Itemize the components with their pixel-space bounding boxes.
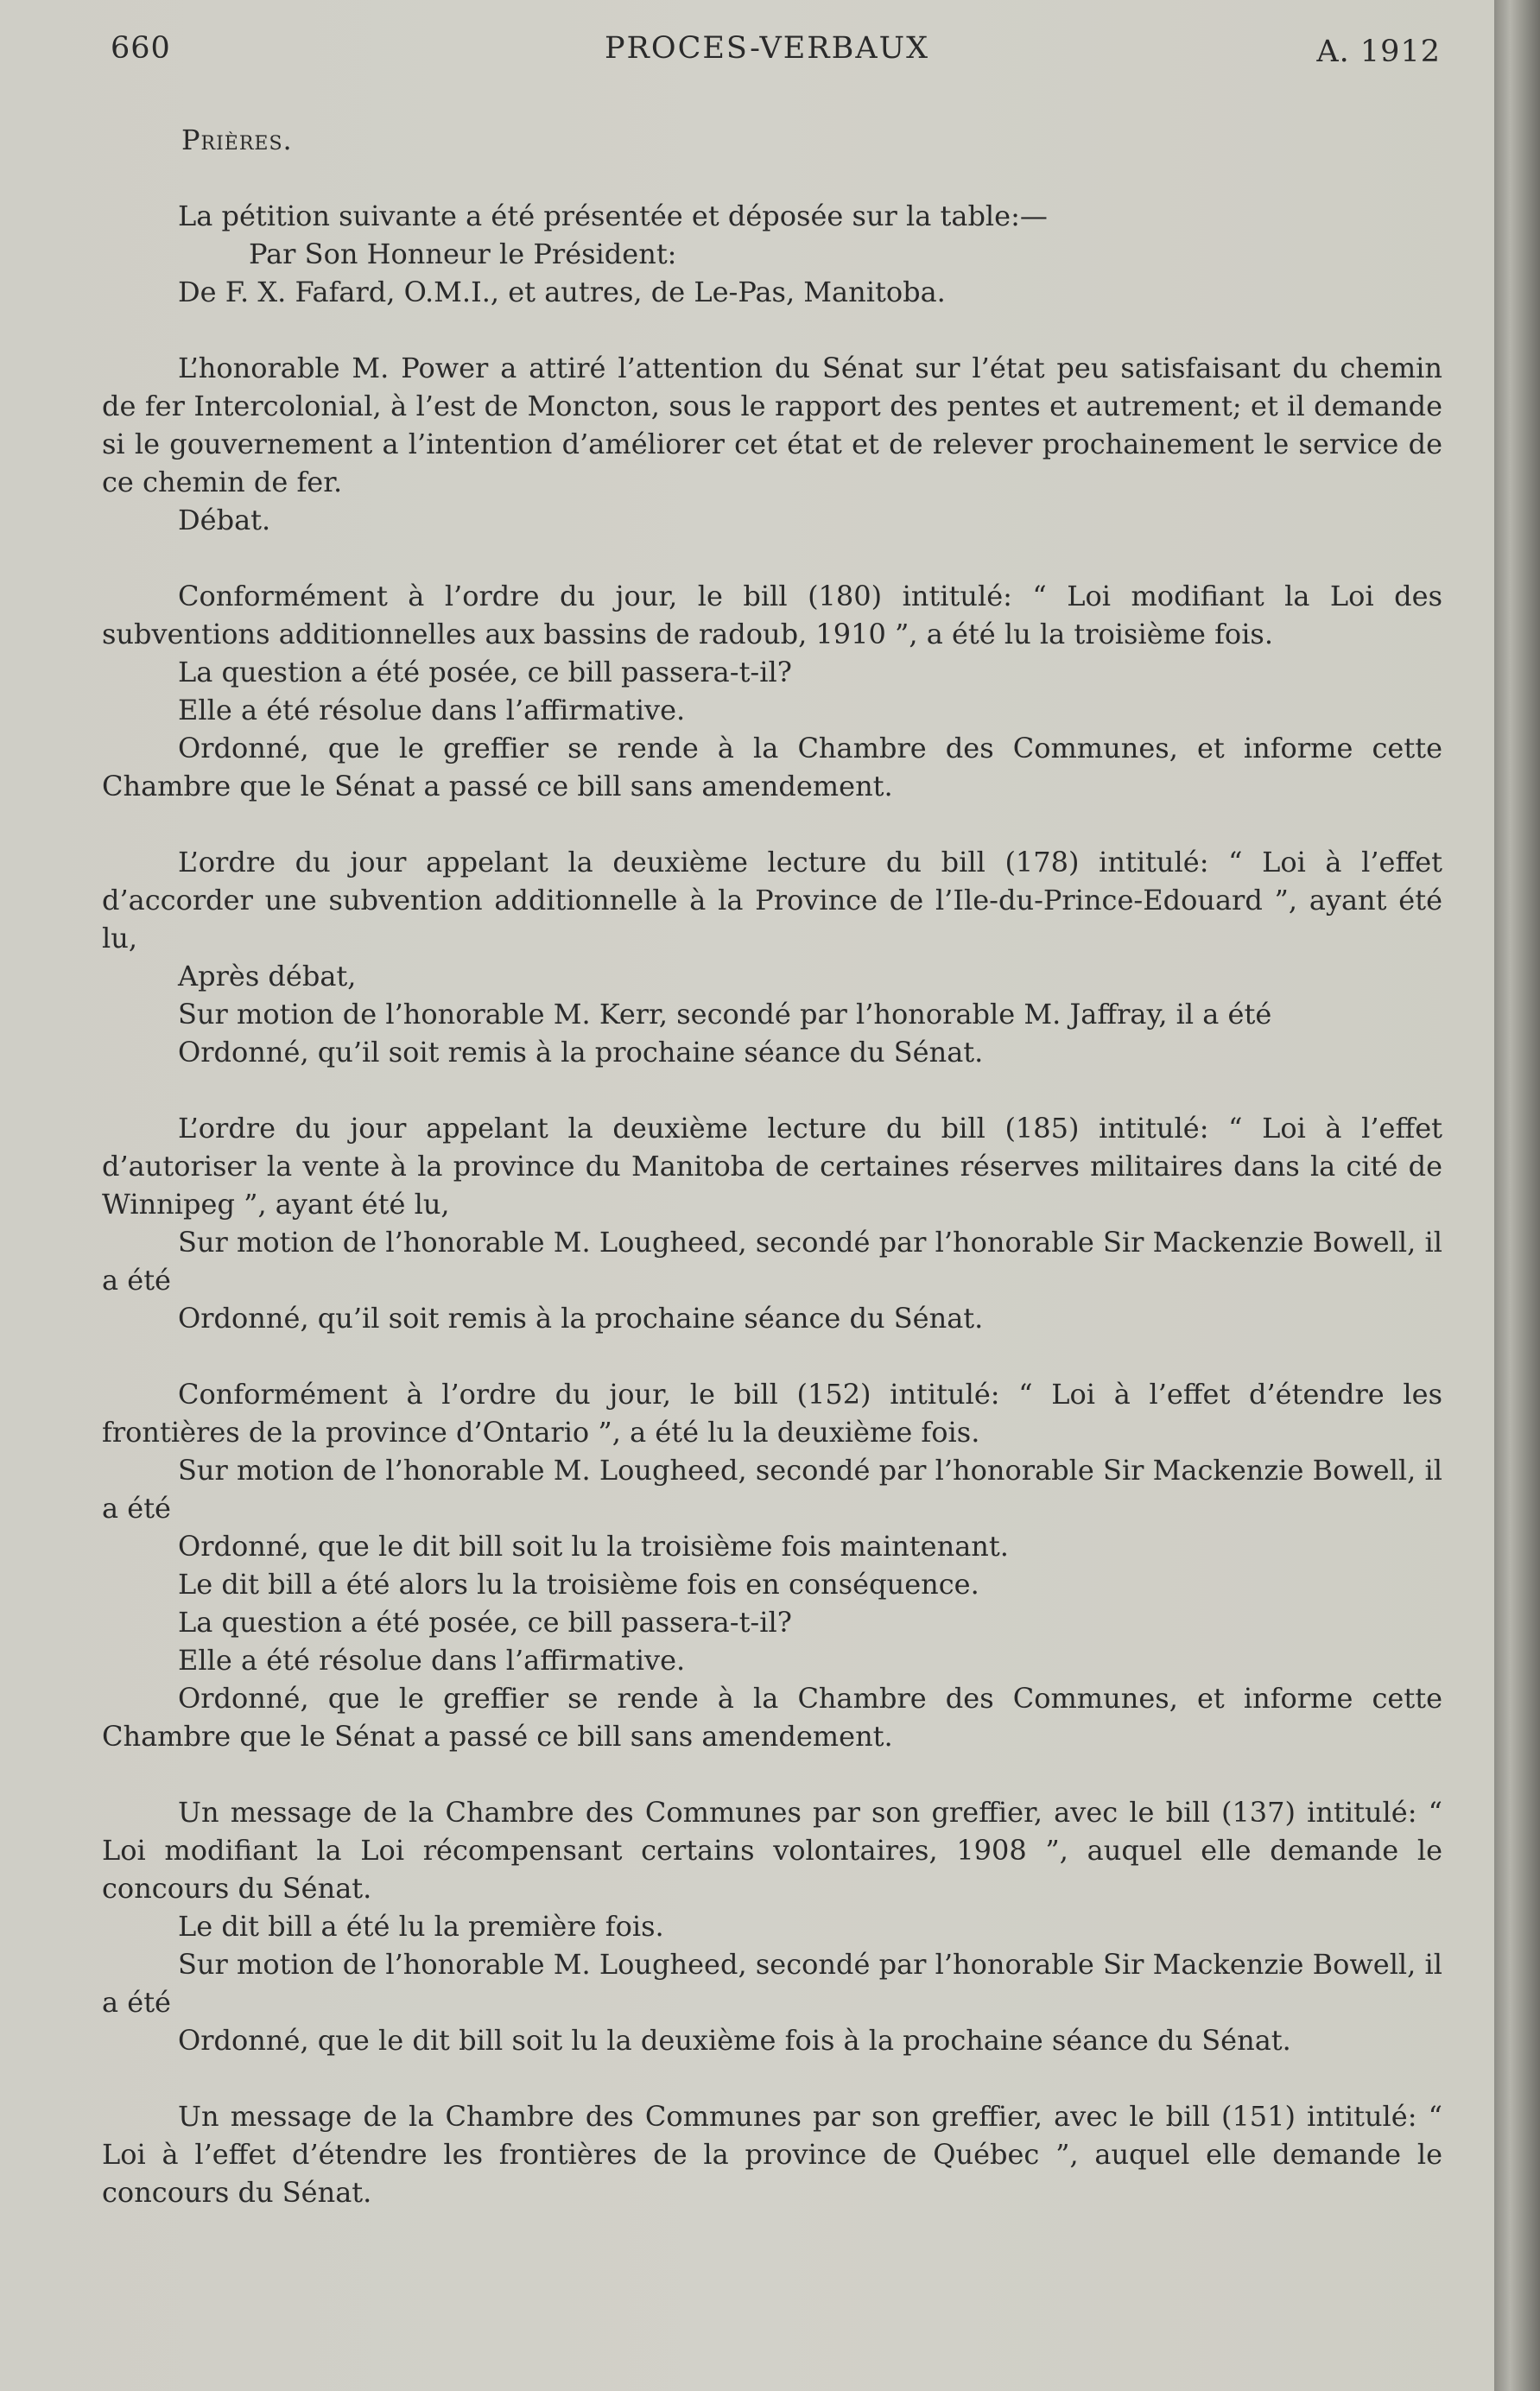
petition-intro: La pétition suivante a été présentée et déposée sur la table:— [178,200,1048,232]
bill-152-order-2: Ordonné, que le greffier se rende à la Chambre des Communes, et informe cette Chambre que le Sénat a passé ce bill sans amendement. [102,1682,1442,1753]
running-header [111,31,1441,74]
bill-152-motion: Sur motion de l’honorable M. Lougheed, secondé par l’honorable Sir Mackenzie Bowell, il a été [102,1454,1442,1525]
petition-from: De F. X. Fafard, O.M.I., et autres, de Le-Pas, Manitoba. [178,276,946,308]
bill-152-order-1: Ordonné, que le dit bill soit lu la troisième fois maintenant. [178,1530,1009,1563]
bill-178-paragraph: L’ordre du jour appelant la deuxième lecture du bill (178) intitulé: “ Loi à l’effet d’accorder une subvention additionnelle à la Province de l’Ile-du-Prince-Edouard ”, ayant été lu, [102,846,1442,954]
bill-178-motion: Sur motion de l’honorable M. Kerr, secondé par l’honorable M. Jaffray, il a été [178,998,1272,1031]
bill-178-order: Ordonné, qu’il soit remis à la prochaine séance du Sénat. [178,1036,984,1069]
debat-line: Débat. [178,504,271,536]
bill-137-paragraph: Un message de la Chambre des Communes par son greffier, avec le bill (137) intitulé: “ Loi modifiant la Loi récompensant certains volontaires, 1908 ”, auquel elle demande le concours du Sénat. [102,1796,1442,1905]
petition-by: Par Son Honneur le Président: [249,238,677,270]
bill-180-order: Ordonné, que le greffier se rende à la Chambre des Communes, et informe cette Chambre que le Sénat a passé ce bill sans amendement. [102,732,1442,802]
bill-180-paragraph: Conformément à l’ordre du jour, le bill (180) intitulé: “ Loi modifiant la Loi des subventions additionnelles aux bassins de radoub, 1910 ”, a été lu la troisième fois. [102,580,1442,650]
bill-152-question: La question a été posée, ce bill passera-t-il? [178,1606,792,1639]
section-prieres: Prières. [181,124,293,156]
body-text [102,121,1442,2211]
power-paragraph: L’honorable M. Power a attiré l’attention du Sénat sur l’état peu satisfaisant du chemin de fer Intercolonial, à l’est de Moncton, sous le rapport des pentes et autrement; et il demande si le gouvernement a l’intention d’améliorer cet état et de relever prochainement le service de ce chemin de fer. [102,352,1442,498]
bill-180-answer: Elle a été résolue dans l’affirmative. [178,694,686,726]
bill-180-question: La question a été posée, ce bill passera-t-il? [178,656,792,688]
year-label: A. 1912 [1316,35,1441,69]
bill-151-paragraph: Un message de la Chambre des Communes par son greffier, avec le bill (151) intitulé: “ Loi à l’effet d’étendre les frontières de la province de Québec ”, auquel elle demande le concours du Sénat. [102,2100,1442,2209]
bill-185-paragraph: L’ordre du jour appelant la deuxième lecture du bill (185) intitulé: “ Loi à l’effet d’autoriser la vente à la province du Manitoba de certaines réserves militaires dans la cité de Winnipeg ”, ayant été lu, [102,1112,1442,1221]
bill-185-order: Ordonné, qu’il soit remis à la prochaine séance du Sénat. [178,1302,984,1335]
bill-152-paragraph: Conformément à l’ordre du jour, le bill (152) intitulé: “ Loi à l’effet d’étendre les frontières de la province d’Ontario ”, a été lu la deuxième fois. [102,1378,1442,1449]
bill-137-read: Le dit bill a été lu la première fois. [178,1910,664,1943]
bill-152-read: Le dit bill a été alors lu la troisième fois en conséquence. [178,1568,979,1601]
bill-137-motion: Sur motion de l’honorable M. Lougheed, secondé par l’honorable Sir Mackenzie Bowell, il a été [102,1948,1442,2019]
book-spine [1494,0,1540,2391]
page-number: 660 [111,31,171,66]
bill-185-motion: Sur motion de l’honorable M. Lougheed, secondé par l’honorable Sir Mackenzie Bowell, il a été [102,1226,1442,1297]
bill-178-debate: Après débat, [178,960,357,993]
bill-152-answer: Elle a été résolue dans l’affirmative. [178,1644,686,1677]
page-title: PROCES-VERBAUX [605,31,930,66]
bill-137-order: Ordonné, que le dit bill soit lu la deuxième fois à la prochaine séance du Sénat. [178,2024,1291,2057]
